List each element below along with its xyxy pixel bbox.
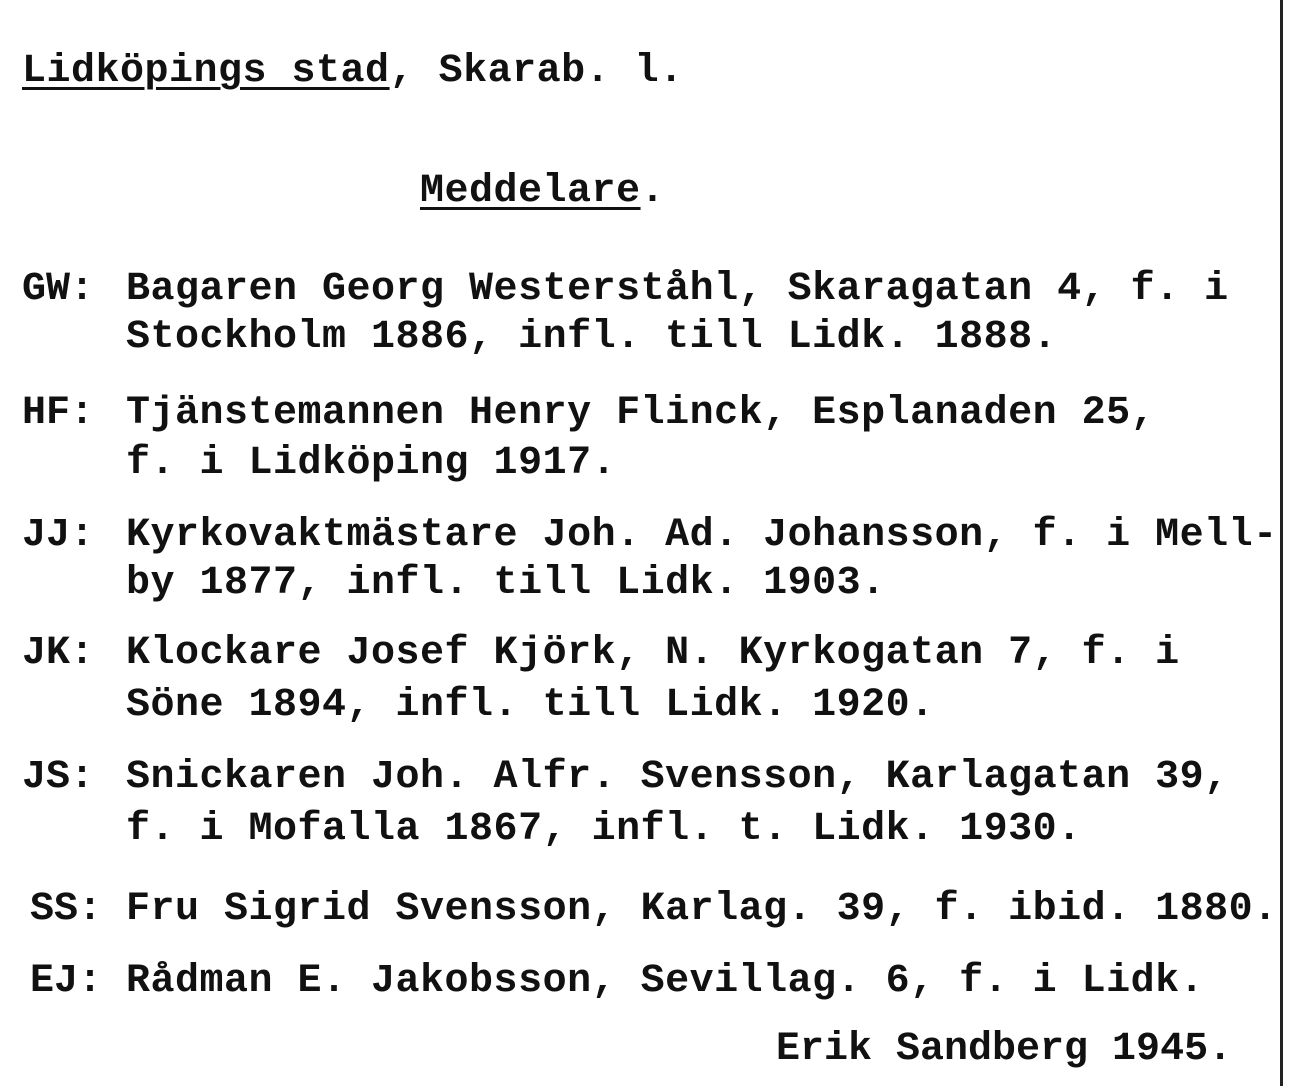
entry-line1-ss: Fru Sigrid Svensson, Karlag. 39, f. ibid. 1880.: [126, 887, 1278, 932]
signature: Erik Sandberg 1945.: [776, 1027, 1233, 1072]
card-right-border: [1280, 0, 1283, 1086]
entry-code-ss: SS:: [30, 887, 103, 932]
entry-line1-gw: Bagaren Georg Westerståhl, Skaragatan 4, f. i: [126, 267, 1229, 312]
document-heading: [22, 48, 684, 96]
entry-line2-jk: Söne 1894, infl. till Lidk. 1920.: [126, 683, 935, 728]
entry-code-js: JS:: [22, 755, 95, 800]
entry-code-jk: JK:: [22, 631, 95, 676]
entry-code-hf: HF:: [22, 391, 95, 436]
entry-line2-gw: Stockholm 1886, infl. till Lidk. 1888.: [126, 315, 1058, 360]
entry-line2-js: f. i Mofalla 1867, infl. t. Lidk. 1930.: [126, 807, 1082, 852]
entry-line1-jj: Kyrkovaktmästare Joh. Ad. Johansson, f. i Mell-: [126, 513, 1278, 558]
entry-line1-ej: Rådman E. Jakobsson, Sevillag. 6, f. i Lidk.: [126, 959, 1205, 1004]
entry-line2-hf: f. i Lidköping 1917.: [126, 441, 617, 486]
heading-place: Lidköpings stad: [22, 49, 390, 94]
heading-place-suffix: , Skarab. l.: [389, 49, 684, 94]
entry-code-gw: GW:: [22, 267, 95, 312]
section-title-suffix: .: [640, 169, 666, 214]
entry-line1-hf: Tjänstemannen Henry Flinck, Esplanaden 25,: [126, 391, 1156, 436]
entry-code-ej: EJ:: [30, 959, 103, 1004]
section-title-text: Meddelare: [420, 169, 641, 214]
entry-line1-jk: Klockare Josef Kjörk, N. Kyrkogatan 7, f. i: [126, 631, 1180, 676]
section-title: [420, 168, 665, 216]
entry-line1-js: Snickaren Joh. Alfr. Svensson, Karlagatan 39,: [126, 755, 1229, 800]
entry-line2-jj: by 1877, infl. till Lidk. 1903.: [126, 561, 886, 606]
entry-code-jj: JJ:: [22, 513, 95, 558]
